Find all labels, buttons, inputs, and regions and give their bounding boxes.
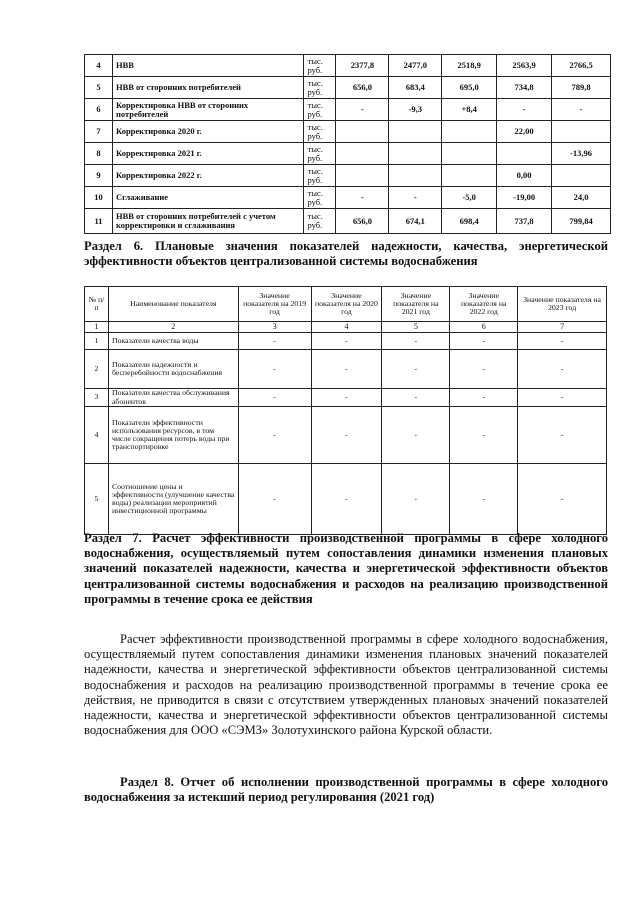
indicator-cell-v2019: - <box>238 407 311 464</box>
tariff-cell-v2022: - <box>497 99 552 121</box>
indicator-cell-v2021: - <box>382 464 450 535</box>
tariff-cell-num: 10 <box>85 187 113 209</box>
tariff-cell-v2020: 683,4 <box>389 77 442 99</box>
tariff-cell-v2021: 695,0 <box>442 77 497 99</box>
tariff-cell-v2019: - <box>336 99 389 121</box>
header-2020: Значение показателя на 2020 год <box>311 287 382 322</box>
indicator-cell-v2020: - <box>311 350 382 389</box>
header-num: № п/п <box>85 287 109 322</box>
tariff-cell-unit: тыс. руб. <box>304 77 336 99</box>
tariff-cell-num: 5 <box>85 77 113 99</box>
indicator-cell-v2019: - <box>238 464 311 535</box>
tariff-cell-v2019 <box>336 121 389 143</box>
indicator-row <box>85 407 607 464</box>
indicator-cell-v2020: - <box>311 464 382 535</box>
tariff-cell-v2023: 2766,5 <box>552 55 611 77</box>
tariff-cell-unit: тыс. руб. <box>304 165 336 187</box>
tariff-cell-v2020: 674,1 <box>389 209 442 234</box>
tariff-cell-unit: тыс. руб. <box>304 187 336 209</box>
tariff-row <box>85 165 611 187</box>
tariff-row <box>85 77 611 99</box>
tariff-row <box>85 143 611 165</box>
header-name: Наименование показателя <box>108 287 238 322</box>
indicator-cell-v2023: - <box>518 333 607 350</box>
indicator-cell-v2020: - <box>311 333 382 350</box>
indicator-cell-name: Показатели эффективности использования ресурсов, в том числе сокращения потерь воды при транспортировке <box>108 407 238 464</box>
tariff-cell-v2023: 789,8 <box>552 77 611 99</box>
tariff-cell-num: 9 <box>85 165 113 187</box>
tariff-cell-v2022: 737,8 <box>497 209 552 234</box>
indicator-cell-v2019: - <box>238 389 311 407</box>
tariff-cell-v2019: - <box>336 187 389 209</box>
index-cell: 7 <box>518 322 607 333</box>
tariff-cell-v2021 <box>442 143 497 165</box>
tariff-row <box>85 209 611 234</box>
tariff-row <box>85 99 611 121</box>
tariff-cell-name: Сглаживание <box>112 187 304 209</box>
tariff-cell-v2023 <box>552 165 611 187</box>
tariff-cell-v2020 <box>389 143 442 165</box>
tariff-cell-v2022: 22,00 <box>497 121 552 143</box>
indicator-row <box>85 350 607 389</box>
tariff-cell-v2020 <box>389 165 442 187</box>
indicator-cell-v2019: - <box>238 350 311 389</box>
tariff-cell-v2019: 656,0 <box>336 77 389 99</box>
tariff-cell-num: 6 <box>85 99 113 121</box>
indicators-header-row <box>85 287 607 322</box>
tariff-cell-v2022 <box>497 143 552 165</box>
tariff-cell-v2020: - <box>389 187 442 209</box>
tariff-cell-name: НВВ от сторонних потребителей с учетом корректировки и сглаживания <box>112 209 304 234</box>
tariff-cell-name: Корректировка НВВ от сторонних потребителей <box>112 99 304 121</box>
tariff-cell-v2020: -9,3 <box>389 99 442 121</box>
indicator-cell-v2022: - <box>450 350 518 389</box>
index-cell: 4 <box>311 322 382 333</box>
tariff-table <box>84 54 611 234</box>
tariff-cell-name: Корректировка 2022 г. <box>112 165 304 187</box>
tariff-cell-v2020: 2477,0 <box>389 55 442 77</box>
indicator-cell-v2022: - <box>450 464 518 535</box>
tariff-cell-v2023 <box>552 121 611 143</box>
tariff-cell-v2023: 799,84 <box>552 209 611 234</box>
indicator-cell-v2020: - <box>311 389 382 407</box>
index-cell: 5 <box>382 322 450 333</box>
indicator-cell-v2023: - <box>518 407 607 464</box>
tariff-cell-v2019: 2377,8 <box>336 55 389 77</box>
indicator-cell-v2021: - <box>382 350 450 389</box>
tariff-cell-v2019: 656,0 <box>336 209 389 234</box>
tariff-cell-unit: тыс. руб. <box>304 143 336 165</box>
indicator-cell-v2023: - <box>518 389 607 407</box>
indicator-cell-num: 2 <box>85 350 109 389</box>
indicator-cell-name: Показатели качества обслуживания абонентов <box>108 389 238 407</box>
tariff-cell-name: НВВ <box>112 55 304 77</box>
tariff-cell-v2019 <box>336 165 389 187</box>
indicator-cell-num: 5 <box>85 464 109 535</box>
indicators-index-row <box>85 322 607 333</box>
tariff-cell-v2022: 0,00 <box>497 165 552 187</box>
tariff-cell-v2021: 698,4 <box>442 209 497 234</box>
tariff-cell-v2021: -5,0 <box>442 187 497 209</box>
indicator-cell-v2021: - <box>382 407 450 464</box>
tariff-cell-v2022: -19,00 <box>497 187 552 209</box>
tariff-cell-v2021 <box>442 165 497 187</box>
section-7-heading: Раздел 7. Расчет эффективности производственной программы в сфере холодного водоснабжения, осуществляемый путем сопоставления динамики изменения плановых значений показателей надежности, качества и энергетической эффективности объектов централизованной системы водоснабжения и расходов на реализацию производственной программы в течение срока ее действия <box>84 531 608 606</box>
section-6-heading: Раздел 6. Плановые значения показателей надежности, качества, энергетической эффективности объектов централизованной системы водоснабжения <box>84 239 608 269</box>
tariff-cell-v2022: 734,8 <box>497 77 552 99</box>
indicator-cell-v2023: - <box>518 350 607 389</box>
indicator-cell-v2022: - <box>450 407 518 464</box>
tariff-cell-name: Корректировка 2021 г. <box>112 143 304 165</box>
indicator-cell-name: Показатели качества воды <box>108 333 238 350</box>
tariff-row <box>85 55 611 77</box>
tariff-cell-num: 7 <box>85 121 113 143</box>
indicator-cell-v2021: - <box>382 333 450 350</box>
header-2023: Значение показателя на 2023 год <box>518 287 607 322</box>
tariff-cell-unit: тыс. руб. <box>304 99 336 121</box>
indicator-row <box>85 333 607 350</box>
index-cell: 3 <box>238 322 311 333</box>
indicator-row <box>85 389 607 407</box>
header-2021: Значение показателя на 2021 год <box>382 287 450 322</box>
indicator-cell-num: 3 <box>85 389 109 407</box>
tariff-cell-v2020 <box>389 121 442 143</box>
index-cell: 2 <box>108 322 238 333</box>
section-8-heading: Раздел 8. Отчет об исполнении производственной программы в сфере холодного водоснабжения за истекший период регулирования (2021 год) <box>84 775 608 805</box>
section-7-paragraph: Расчет эффективности производственной программы в сфере холодного водоснабжения, осуществляемый путем сопоставления динамики изменения плановых значений показателей надежности, качества и энергетической эффективности объектов централизованной системы водоснабжения и расходов на реализацию производственной программы в течение срока ее действия, не приводится в связи с отсутствием утвержденных плановых значений показателей надежности, качества и энергетической эффективности объектов централизованной системы водоснабжения для ООО «СЭМЗ» Золотухинского района Курской области. <box>84 632 608 738</box>
tariff-cell-v2021: +8,4 <box>442 99 497 121</box>
indicator-cell-v2022: - <box>450 389 518 407</box>
tariff-cell-v2023: - <box>552 99 611 121</box>
tariff-cell-v2019 <box>336 143 389 165</box>
tariff-cell-v2021: 2518,9 <box>442 55 497 77</box>
tariff-cell-v2022: 2563,9 <box>497 55 552 77</box>
tariff-cell-num: 8 <box>85 143 113 165</box>
indicator-cell-num: 1 <box>85 333 109 350</box>
indicator-cell-v2020: - <box>311 407 382 464</box>
tariff-cell-name: НВВ от сторонних потребителей <box>112 77 304 99</box>
indicators-table <box>84 286 607 535</box>
indicator-cell-v2019: - <box>238 333 311 350</box>
header-2019: Значение показателя на 2019 год <box>238 287 311 322</box>
tariff-row <box>85 187 611 209</box>
tariff-cell-v2021 <box>442 121 497 143</box>
tariff-cell-unit: тыс. руб. <box>304 209 336 234</box>
indicator-cell-name: Соотношение цены и эффективности (улучшение качества воды) реализации мероприятий инвестиционной программы <box>108 464 238 535</box>
tariff-row <box>85 121 611 143</box>
tariff-cell-v2023: 24,0 <box>552 187 611 209</box>
header-2022: Значение показателя на 2022 год <box>450 287 518 322</box>
indicator-cell-v2021: - <box>382 389 450 407</box>
tariff-cell-num: 4 <box>85 55 113 77</box>
tariff-cell-unit: тыс. руб. <box>304 55 336 77</box>
indicator-cell-v2023: - <box>518 464 607 535</box>
tariff-cell-unit: тыс. руб. <box>304 121 336 143</box>
index-cell: 6 <box>450 322 518 333</box>
tariff-cell-v2023: -13,96 <box>552 143 611 165</box>
indicator-cell-num: 4 <box>85 407 109 464</box>
indicator-row <box>85 464 607 535</box>
tariff-cell-name: Корректировка 2020 г. <box>112 121 304 143</box>
tariff-cell-num: 11 <box>85 209 113 234</box>
indicator-cell-name: Показатели надежности и бесперебойности водоснабжения <box>108 350 238 389</box>
index-cell: 1 <box>85 322 109 333</box>
indicator-cell-v2022: - <box>450 333 518 350</box>
